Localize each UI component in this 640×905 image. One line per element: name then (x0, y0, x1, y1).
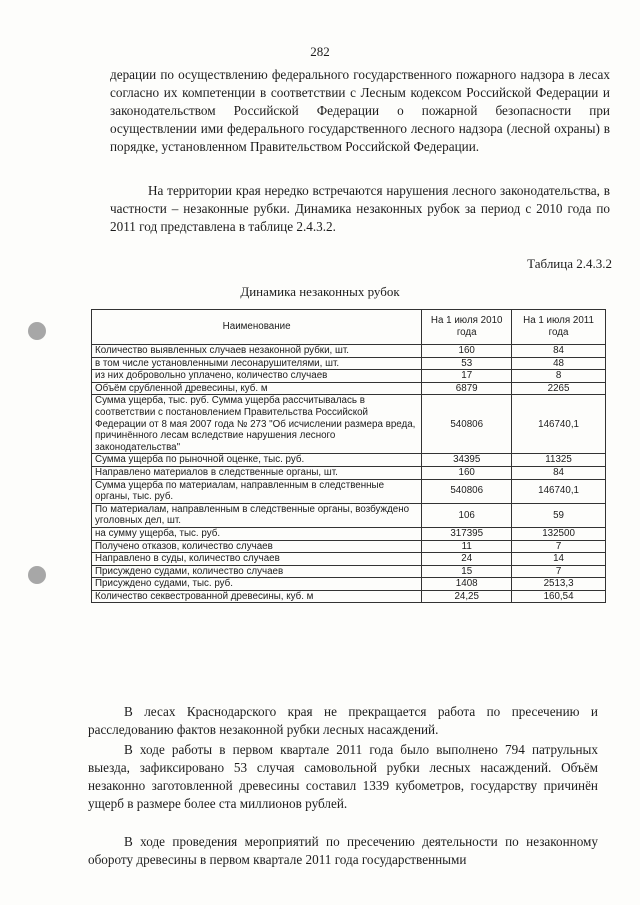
row-name: Сумма ущерба по материалам, направленным в следственные органы, тыс. руб. (92, 479, 422, 503)
value-2011: 11325 (512, 454, 606, 467)
value-2010: 1408 (422, 578, 512, 591)
value-2011: 146740,1 (512, 395, 606, 454)
row-name: Присуждено судами, количество случаев (92, 565, 422, 578)
value-2010: 53 (422, 357, 512, 370)
table-row (92, 553, 606, 566)
table-row (92, 590, 606, 603)
table-row (92, 454, 606, 467)
value-2011: 7 (512, 565, 606, 578)
punch-hole-mark (28, 322, 46, 340)
row-name: Присуждено судами, тыс. руб. (92, 578, 422, 591)
value-2011: 84 (512, 466, 606, 479)
value-2010: 540806 (422, 395, 512, 454)
row-name: Сумма ущерба по рыночной оценке, тыс. руб. (92, 454, 422, 467)
header-2010: На 1 июля 2010 года (422, 310, 512, 345)
value-2011: 84 (512, 345, 606, 358)
table-row (92, 540, 606, 553)
paragraph-work: В лесах Краснодарского края не прекращается работа по пресечению и расследованию фактов незаконной рубки лесных насаждений. (88, 704, 598, 737)
table-row (92, 345, 606, 358)
value-2010: 106 (422, 503, 512, 527)
value-2010: 11 (422, 540, 512, 553)
value-2011: 132500 (512, 527, 606, 540)
table-row (92, 565, 606, 578)
violations-paragraph: На территории края нередко встречаются нарушения лесного законодательства, в частности – незаконные рубки. Динамика незаконных рубок за период с 2010 года по 2011 год представлена в таблице 2.4.3.2. (110, 183, 610, 234)
row-name: Сумма ущерба, тыс. руб. Сумма ущерба рассчитывалась в соответствии с постановлением Правительства Российской Федерации от 8 мая 2007 года № 273 "Об исчислении размера вреда, причинённого лесам вследствие нарушения лесного законодательства" (92, 395, 422, 454)
value-2011: 2265 (512, 382, 606, 395)
row-name: По материалам, направленным в следственные органы, возбуждено уголовных дел, шт. (92, 503, 422, 527)
row-name: Получено отказов, количество случаев (92, 540, 422, 553)
value-2011: 2513,3 (512, 578, 606, 591)
value-2010: 160 (422, 466, 512, 479)
table-row (92, 395, 606, 454)
table-row (92, 479, 606, 503)
table-row (92, 357, 606, 370)
row-name: Направлено в суды, количество случаев (92, 553, 422, 566)
value-2011: 48 (512, 357, 606, 370)
table-row (92, 527, 606, 540)
row-name: из них добровольно уплачено, количество случаев (92, 370, 422, 383)
value-2010: 540806 (422, 479, 512, 503)
table-row (92, 578, 606, 591)
row-name: Количество секвестрованной древесины, куб. м (92, 590, 422, 603)
row-name: на сумму ущерба, тыс. руб. (92, 527, 422, 540)
value-2011: 146740,1 (512, 479, 606, 503)
punch-hole-mark (28, 566, 46, 584)
header-name: Наименование (92, 310, 422, 345)
value-2011: 160,54 (512, 590, 606, 603)
paragraph-measures: В ходе проведения мероприятий по пресечению деятельности по незаконному обороту древесины в первом квартале 2011 года государственными (88, 834, 598, 867)
table-row (92, 466, 606, 479)
value-2010: 6879 (422, 382, 512, 395)
value-2010: 34395 (422, 454, 512, 467)
value-2011: 7 (512, 540, 606, 553)
value-2010: 15 (422, 565, 512, 578)
value-2010: 17 (422, 370, 512, 383)
table-row (92, 382, 606, 395)
value-2011: 8 (512, 370, 606, 383)
illegal-logging-table (91, 309, 606, 603)
table-title: Динамика незаконных рубок (240, 284, 400, 299)
value-2010: 317395 (422, 527, 512, 540)
table-header-row (92, 310, 606, 345)
value-2010: 24,25 (422, 590, 512, 603)
table-row (92, 503, 606, 527)
paragraph-patrols: В ходе работы в первом квартале 2011 года было выполнено 794 патрульных выезда, зафиксировано 53 случая самовольной рубки лесных насаждений. Объём незаконно заготовленной древесины составил 1339 кубометров, государству причинён ущерб в размере более ста миллионов рублей. (88, 742, 598, 811)
table-label: Таблица 2.4.3.2 (527, 256, 612, 271)
row-name: в том числе установленными лесонарушителями, шт. (92, 357, 422, 370)
row-name: Количество выявленных случаев незаконной рубки, шт. (92, 345, 422, 358)
header-2011: На 1 июля 2011 года (512, 310, 606, 345)
page-number: 282 (310, 44, 330, 59)
value-2011: 14 (512, 553, 606, 566)
value-2011: 59 (512, 503, 606, 527)
row-name: Направлено материалов в следственные органы, шт. (92, 466, 422, 479)
table-row (92, 370, 606, 383)
value-2010: 160 (422, 345, 512, 358)
value-2010: 24 (422, 553, 512, 566)
intro-paragraph: дерации по осуществлению федерального государственного пожарного надзора в лесах согласно их компетенции в соответствии с Лесным кодексом Российской Федерации и законодательством Российской Федерации о пожарной безопасности при осуществлении ими федерального государственного лесного надзора (лесной охраны) в порядке, установленном Правительством Российской Федерации. (110, 67, 610, 154)
row-name: Объём срубленной древесины, куб. м (92, 382, 422, 395)
